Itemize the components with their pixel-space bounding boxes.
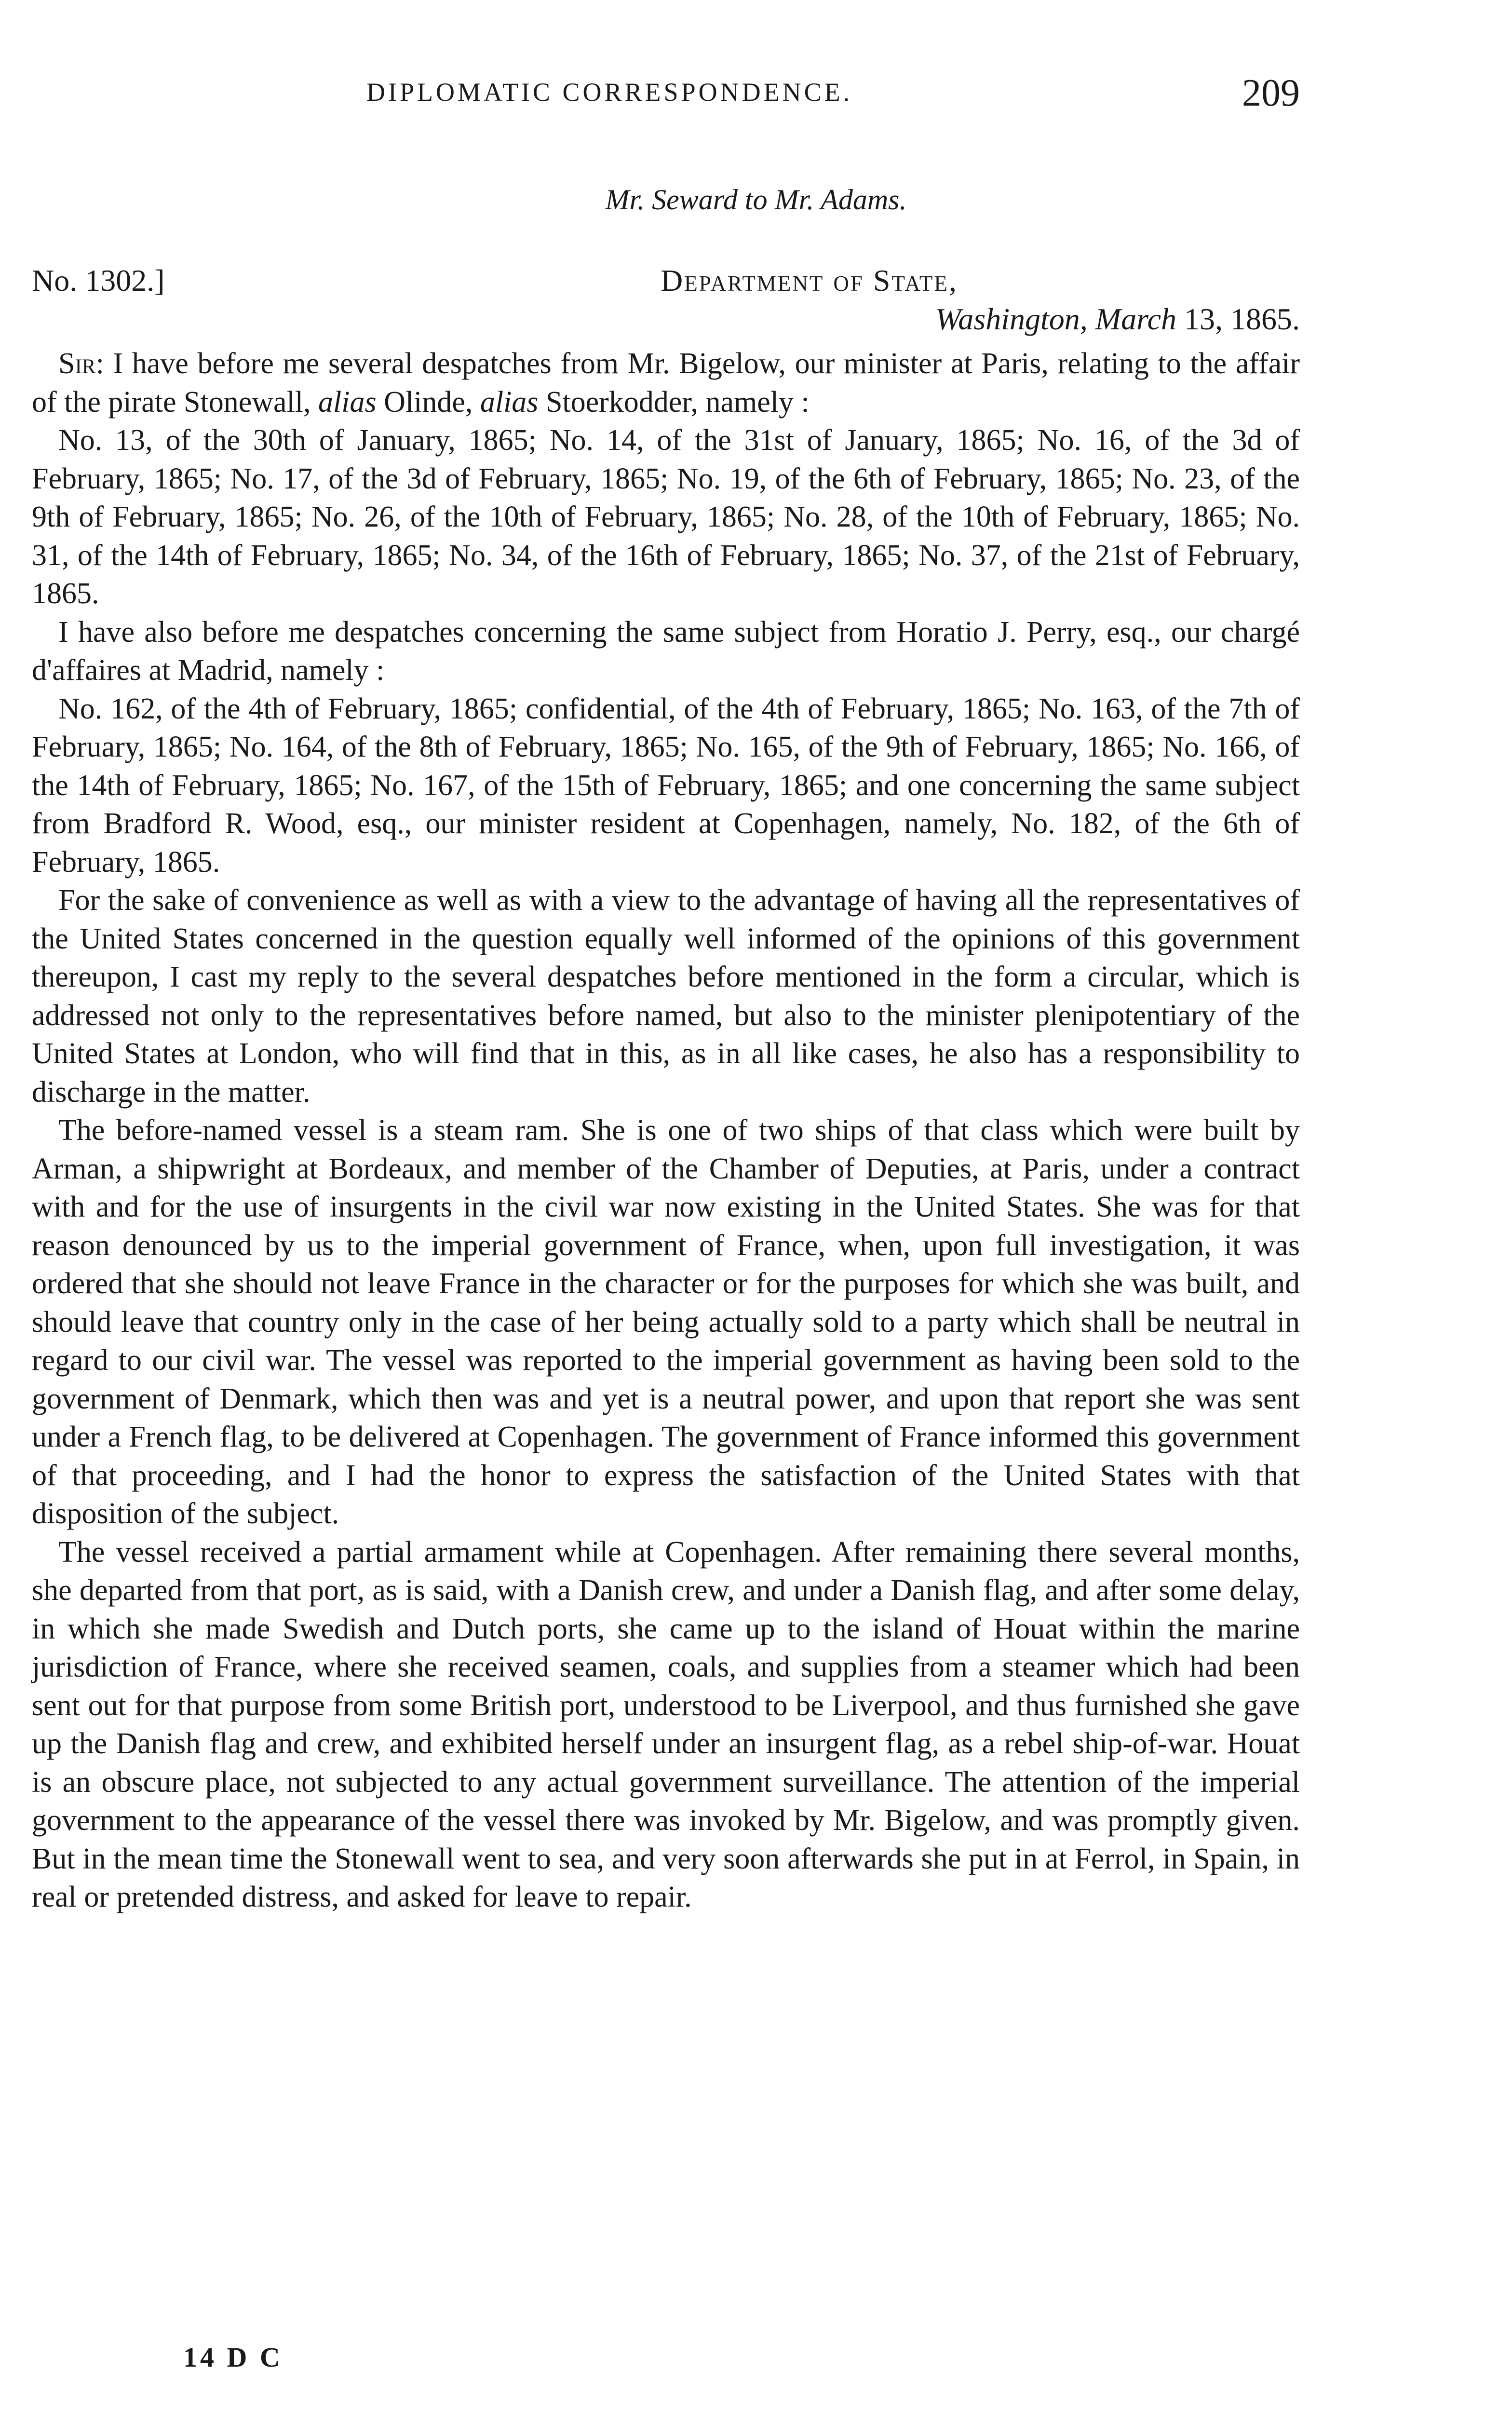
paragraph-salutation bbox=[32, 345, 1300, 421]
paragraph-perry-intro: I have also before me despatches concerning the same subject from Horatio J. Perry, esq., our chargé d'affaires at Madrid, namely : bbox=[32, 615, 1300, 687]
dateline bbox=[935, 301, 1300, 337]
page-number: 209 bbox=[1242, 72, 1300, 114]
paragraph-steam-ram: The before-named vessel is a steam ram. She is one of two ships of that class which were built by Arman, a shipwright at Bordeaux, and member of the Chamber of Deputies, at Paris, under a contract with and for the use of insurgents in the civil war now existing in the United States. She was for that reason denounced by us to the imperial government of France, when, upon full investigation, it was ordered that she should not leave France in the character or for the purposes for which she was built, and should leave that country only in the case of her being actually sold to a party which shall be neutral in regard to our civil war. The vessel was reported to the imperial government as having been sold to the government of Denmark, which then was and yet is a neutral power, and upon that report she was sent under a French flag, to be delivered at Copenhagen. The government of France informed this government of that proceeding, and I had the honor to express the satisfaction of the United States with that disposition of the subject. bbox=[32, 1114, 1300, 1530]
signature-mark: 14 D C bbox=[183, 2342, 283, 2373]
paragraph-perry-despatches: No. 162, of the 4th of February, 1865; confidential, of the 4th of February, 1865; No. 163, of the 7th of February, 1865; No. 164, of the 8th of February, 1865; No. 165, of the 9th of February, 1865; No. 166, of the 14th of February, 1865; No. 167, of the 15th of February, 1865; and one concerning the same subject from Bradford R. Wood, esq., our minister resident at Copenhagen, namely, No. 182, of the 6th of February, 1865. bbox=[32, 692, 1300, 879]
letter-title: Mr. Seward to Mr. Adams. bbox=[605, 184, 907, 216]
dateline-date: 13, 1865. bbox=[1176, 302, 1300, 336]
paragraph-bigelow-despatches: No. 13, of the 30th of January, 1865; No. 14, of the 31st of January, 1865; No. 16, of the 3d of February, 1865; No. 17, of the 3d of February, 1865; No. 19, of the 6th of February, 1865; No. 23, of the 9th of February, 1865; No. 26, of the 10th of February, 1865; No. 28, of the 10th of February, 1865; No. 31, of the 14th of February, 1865; No. 34, of the 16th of February, 1865; No. 37, of the 21st of February, 1865. bbox=[32, 424, 1300, 610]
paragraph-text: : I have before me several despatches from Mr. Bigelow, our minister at Paris, relating to the affair of the pirate Stonewall, bbox=[32, 347, 1300, 419]
paragraph-text: Stoerkodder, namely : bbox=[538, 385, 810, 419]
salutation: Sir bbox=[58, 347, 96, 380]
alias-word: alias bbox=[480, 385, 539, 419]
running-head: DIPLOMATIC CORRESPONDENCE. bbox=[366, 78, 853, 107]
department-heading bbox=[661, 263, 958, 298]
alias-word: alias bbox=[318, 385, 377, 419]
department-name: Department of State, bbox=[661, 263, 958, 298]
paragraph-circular: For the sake of convenience as well as with a view to the advantage of having all the representatives of the United States concerned in the question equally well informed of the opinions of this government thereupon, I cast my reply to the several despatches before mentioned in the form a circular, which is addressed not only to the representatives before named, but also to the minister plenipotentiary of the United States at London, who will find that in this, as in all like cases, he also has a responsibility to discharge in the matter. bbox=[32, 884, 1300, 1109]
paragraph-text: Olinde, bbox=[376, 385, 480, 419]
paragraph-armament: The vessel received a partial armament while at Copenhagen. After remaining there several months, she departed from that port, as is said, with a Danish crew, and under a Danish flag, and after some delay, in which she made Swedish and Dutch ports, she came up to the island of Houat within the marine jurisdiction of France, where she received seamen, coals, and supplies from a steamer which had been sent out for that purpose from some British port, understood to be Liverpool, and thus furnished she gave up the Danish flag and crew, and exhibited herself under an insurgent flag, as a rebel ship-of-war. Houat is an obscure place, not subjected to any actual government surveillance. The attention of the imperial government to the appearance of the vessel there was invoked by Mr. Bigelow, and was promptly given. But in the mean time the Stonewall went to sea, and very soon afterwards she put in at Ferrol, in Spain, in real or pretended distress, and asked for leave to repair. bbox=[32, 1535, 1300, 1913]
despatch-number: No. 1302.] bbox=[32, 263, 165, 298]
letter-body bbox=[32, 345, 1300, 1917]
dateline-place: Washington, March bbox=[935, 302, 1176, 336]
